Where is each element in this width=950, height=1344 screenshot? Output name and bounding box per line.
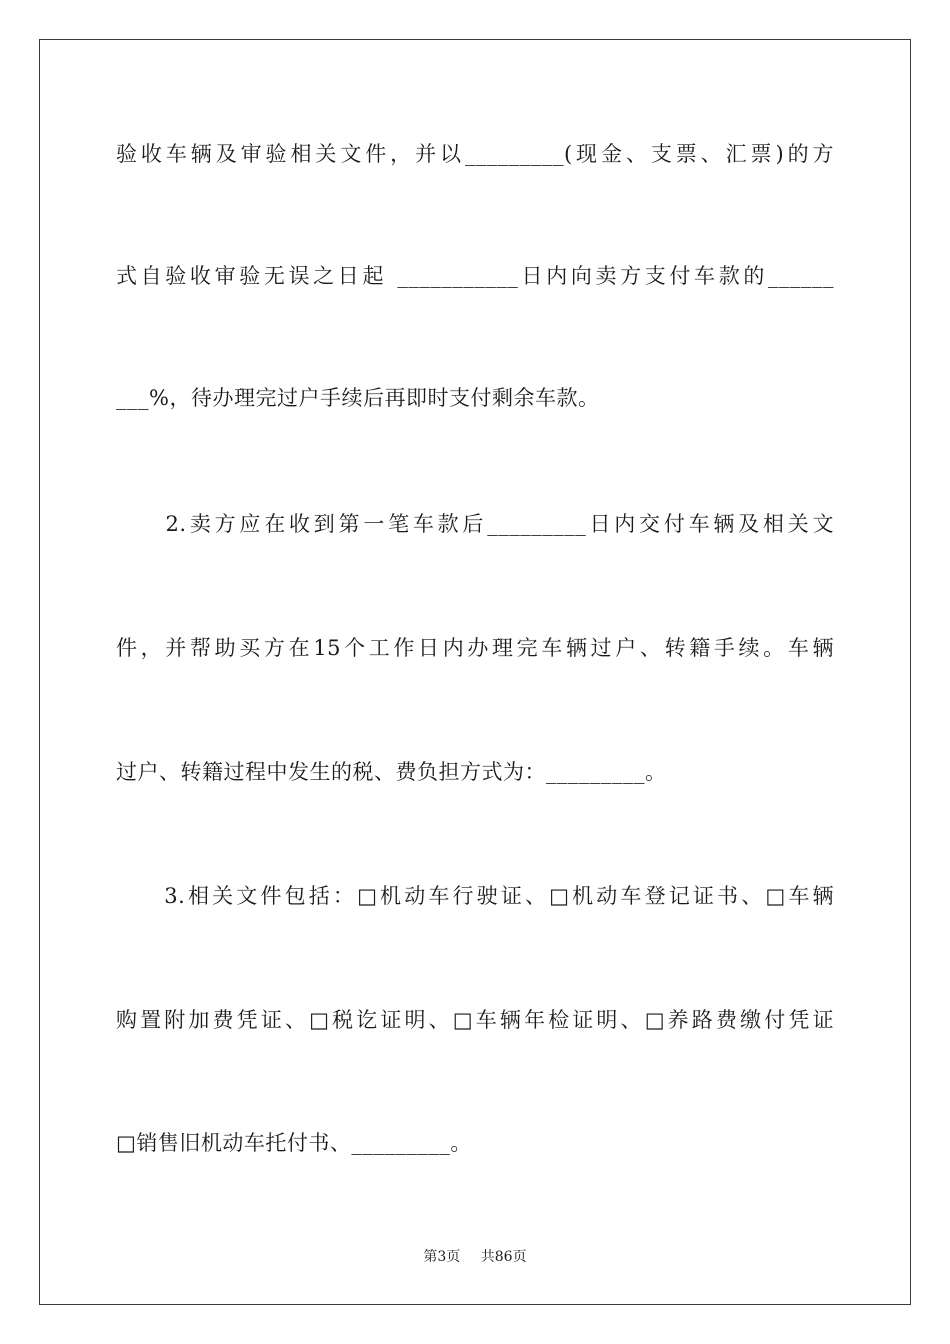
text-line-3: ___%，待办理完过户手续后再即时支付剩余车款。 [116, 386, 600, 410]
page-footer [0, 1246, 950, 1266]
text-line-2: 式自验收审验无误之日起 ___________日内向卖方支付车款的______ [116, 264, 834, 288]
page-number: 第3页 [423, 1249, 461, 1265]
text-line-6: 过户、转籍过程中发生的税、费负担方式为：_________。 [116, 760, 667, 784]
text-line-1: 验收车辆及审验相关文件，并以_________(现金、支票、汇票)的方 [116, 142, 834, 166]
text-line-8: 购置附加费凭证、□税讫证明、□车辆年检证明、□养路费缴付凭证 [116, 1008, 834, 1032]
text-line-5: 件，并帮助买方在15个工作日内办理完车辆过户、转籍手续。车辆 [116, 636, 834, 660]
page-border [39, 39, 911, 1305]
text-line-7: 3.相关文件包括：□机动车行驶证、□机动车登记证书、□车辆 [116, 884, 834, 908]
page-total: 共86页 [480, 1249, 527, 1265]
text-line-4: 2.卖方应在收到第一笔车款后_________日内交付车辆及相关文 [116, 512, 834, 536]
text-line-9: □销售旧机动车托付书、_________。 [116, 1131, 472, 1155]
